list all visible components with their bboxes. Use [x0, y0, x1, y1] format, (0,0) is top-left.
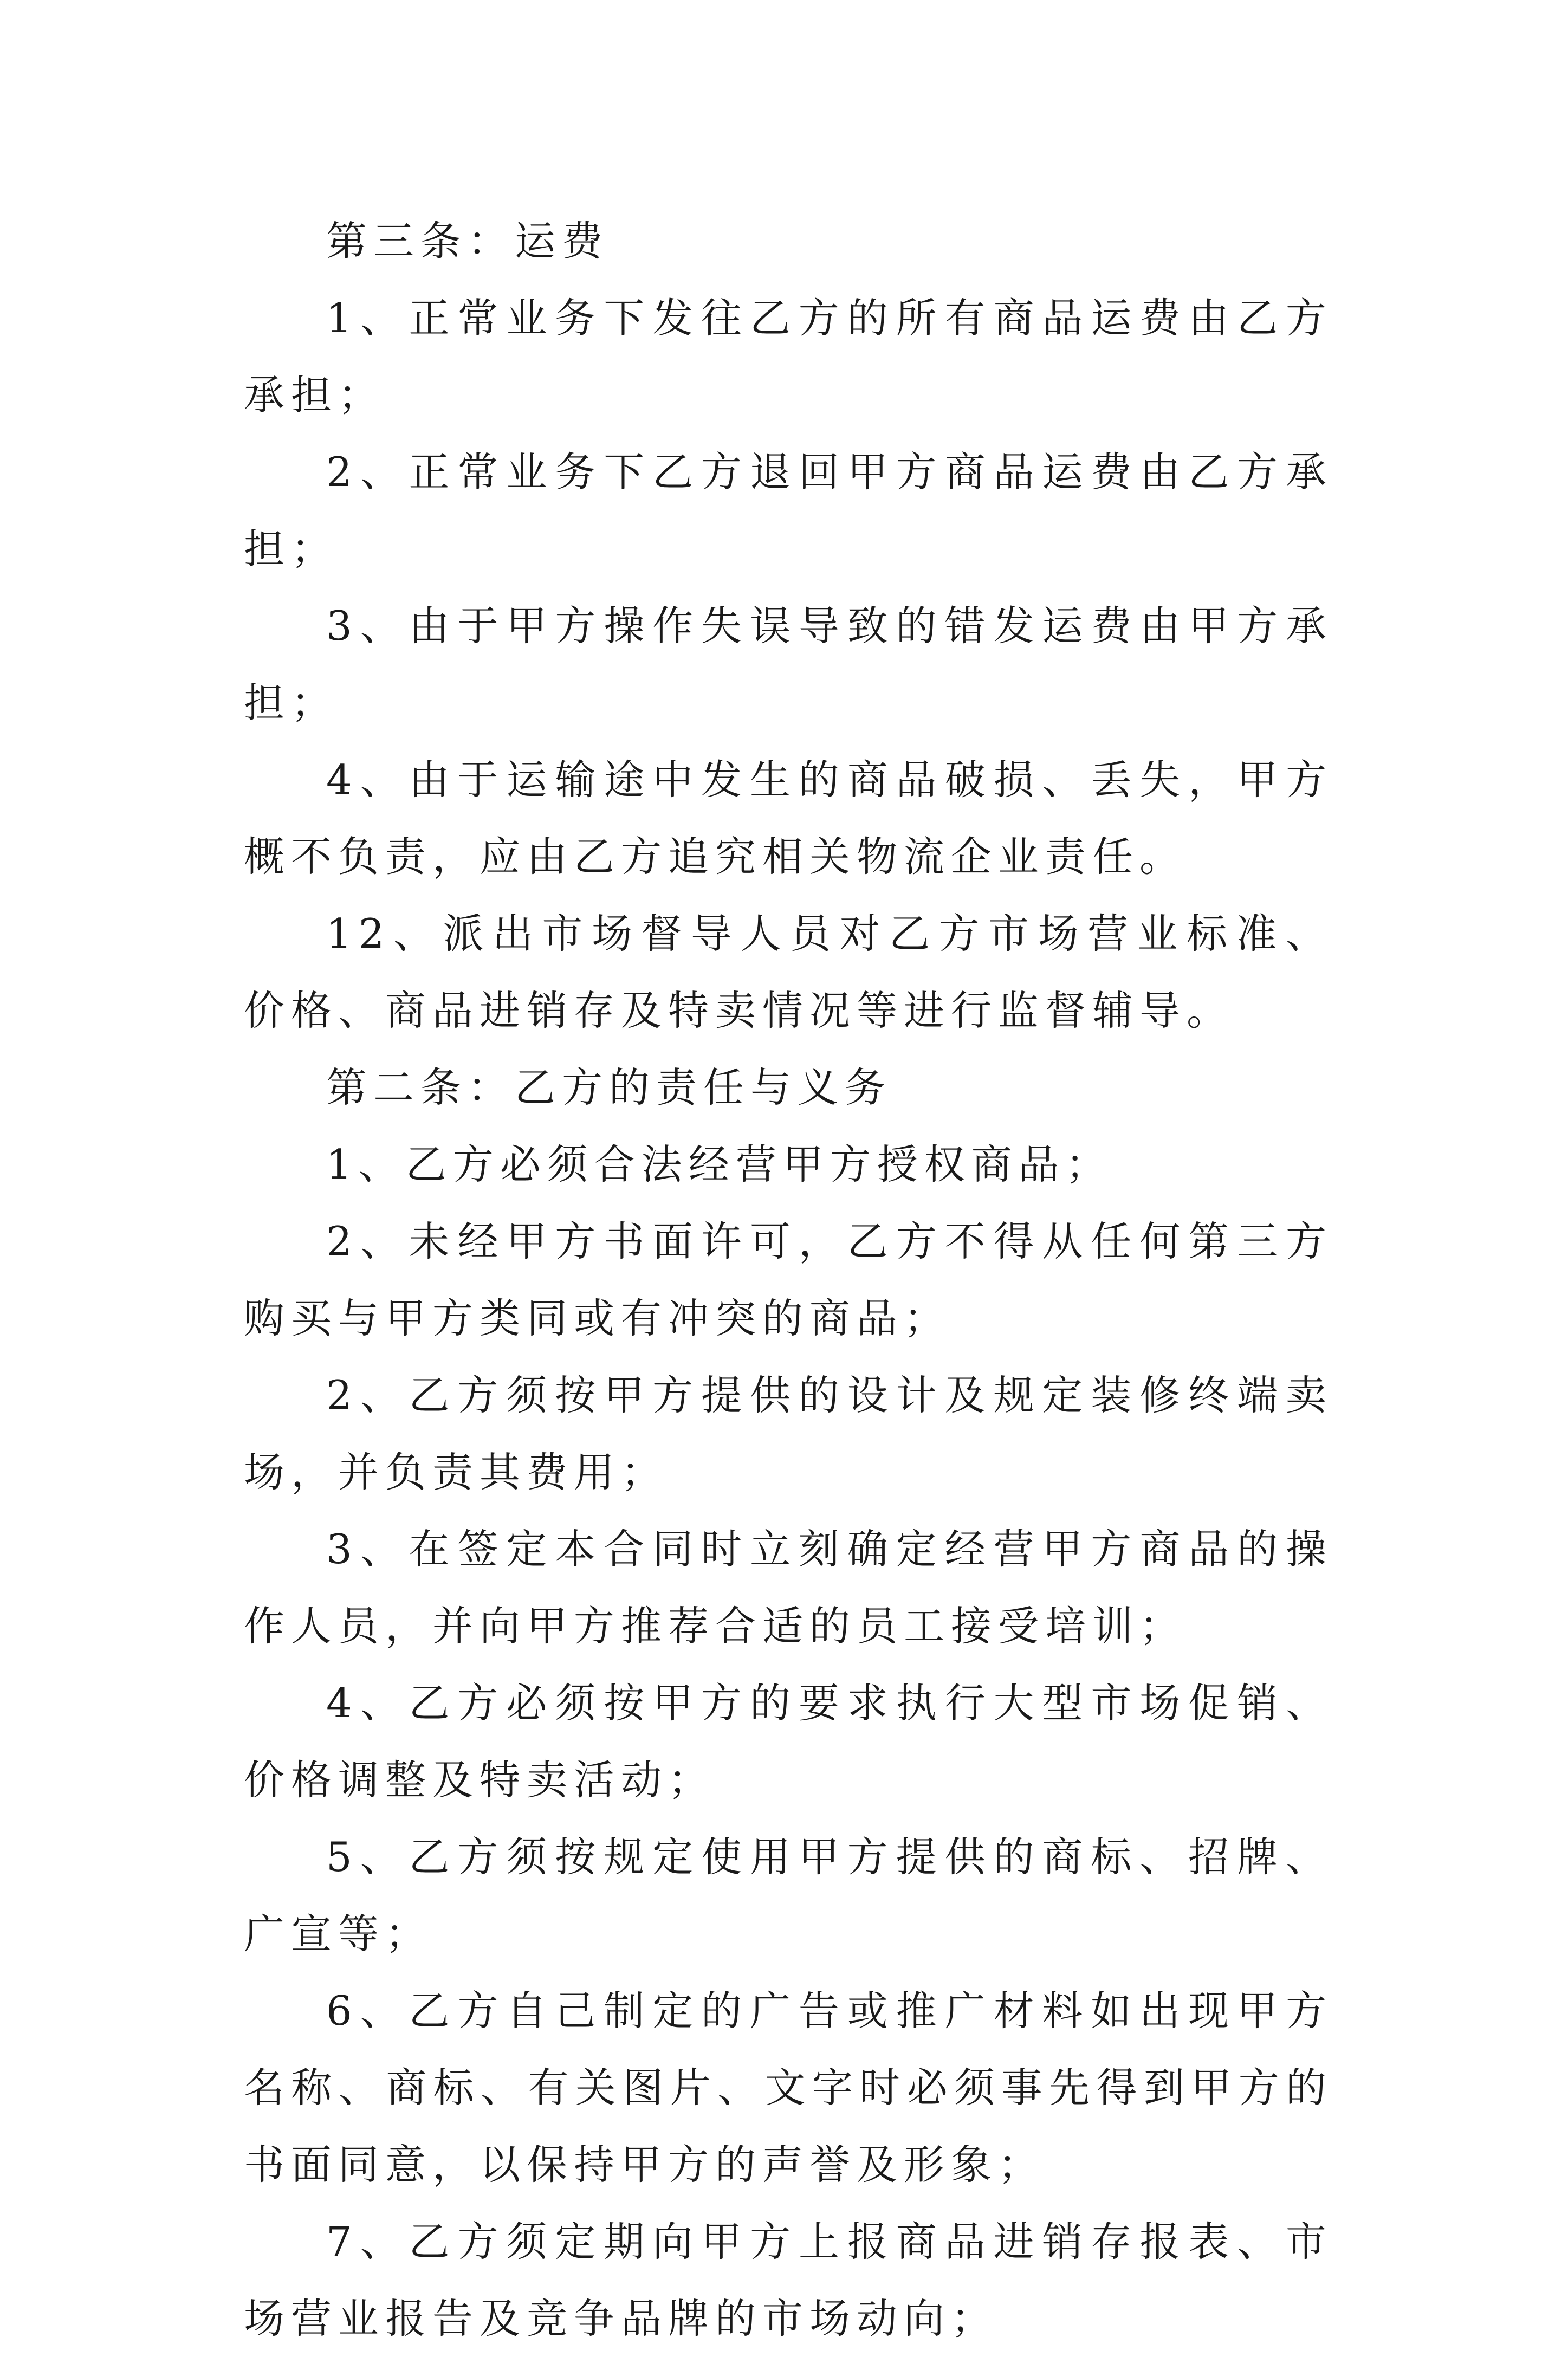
section-heading-party-b: 第二条：乙方的责任与义务 [326, 1064, 892, 1111]
paragraph-party-b-7: 7、乙方须定期向甲方上报商品进销存报表、市场营业报告及竞争品牌的市场动向； [244, 2218, 1333, 2342]
paragraph-freight-3: 3、由于甲方操作失误导致的错发运费由甲方承担； [244, 602, 1333, 727]
paragraph-party-b-2b: 2、乙方须按甲方提供的设计及规定装修终端卖场，并负责其费用； [244, 1371, 1333, 1496]
paragraph-party-b-6: 6、乙方自己制定的广告或推广材料如出现甲方名称、商标、有关图片、文字时必须事先得到甲方的书面同意，以保持甲方的声誉及形象； [244, 1987, 1333, 2188]
document-body [244, 203, 1333, 2357]
paragraph-party-b-3: 3、在签定本合同时立刻确定经营甲方商品的操作人员，并向甲方推荐合适的员工接受培训； [244, 1525, 1333, 1650]
section-heading-freight: 第三条：运费 [326, 217, 610, 265]
paragraph-party-b-2a: 2、未经甲方书面许可，乙方不得从任何第三方购买与甲方类同或有冲突的商品； [244, 1218, 1333, 1342]
paragraph-party-b-5: 5、乙方须按规定使用甲方提供的商标、招牌、广宣等； [244, 1833, 1333, 1958]
paragraph-party-b-4: 4、乙方必须按甲方的要求执行大型市场促销、价格调整及特卖活动； [244, 1679, 1333, 1804]
paragraph-freight-1: 1、正常业务下发往乙方的所有商品运费由乙方承担； [244, 294, 1333, 419]
paragraph-freight-2: 2、正常业务下乙方退回甲方商品运费由乙方承担； [244, 448, 1333, 573]
paragraph-supervision-12: 12、派出市场督导人员对乙方市场营业标准、价格、商品进销存及特卖情况等进行监督辅导。 [244, 910, 1333, 1034]
paragraph-party-b-1: 1、乙方必须合法经营甲方授权商品； [326, 1141, 1113, 1188]
paragraph-freight-4: 4、由于运输途中发生的商品破损、丢失，甲方概不负责，应由乙方追究相关物流企业责任。 [244, 756, 1333, 880]
